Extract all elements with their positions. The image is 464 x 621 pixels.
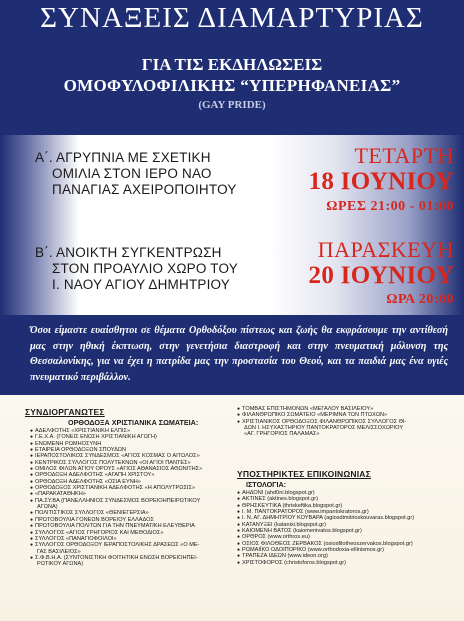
organizer-list-item: ● ΟΡΘΟΔΟΞΗ ΑΔΕΛΦΟΤΗΣ «ΑΓΑΠΗ ΧΡΙΣΤΟΥ» [30, 472, 202, 478]
media-list-item: ● ΚΑΤΑΝΥΞΕΙ (katanixi.blogspot.gr) [237, 522, 414, 528]
organizer-list-item: ● ΤΟΜΒΑΣ ΕΠΙΣΤΗΜΟΝΩΝ «ΜΕΓΑΛΟΥ ΒΑΣΙΛΕΙΟΥ» [237, 406, 406, 412]
organizers-list-left [30, 428, 202, 568]
event-b-time: ΩΡΑ 20:00 [386, 292, 454, 307]
event-a-date: 18 ΙΟΥΝΙΟΥ [308, 168, 454, 195]
organizer-list-item: ΡΩΤΙΚΟΥ ΑΓΩΝΑ) [37, 561, 84, 568]
organizer-list-item: ● ΦΙΛΑΝΘΡΩΠΙΚΟ ΣΩΜΑΤΕΙΟ «ΜΕΡΙΜΝΑ ΤΩΝ ΠΤΩΧΩΝ» [237, 412, 406, 418]
media-list-item: ● Ι. Μ. ΠΑΝΤΟΚΡΑΤΟΡΟΣ (www.impantokratoros.gr) [237, 509, 414, 515]
event-a-line1: Α΄. ΑΓΡΥΠΝΙΑ ΜΕ ΣΧΕΤΙΚΗ [35, 150, 211, 165]
event-b-line2: ΣΤΟΝ ΠΡΟΑΥΛΙΟ ΧΩΡΟ ΤΟΥ [52, 261, 238, 276]
poster-note: (GAY PRIDE) [198, 99, 266, 111]
supporters-section [0, 395, 464, 621]
media-subheading: ΙΣΤΟΛΟΓΙΑ: [246, 480, 287, 489]
event-a-line2: ΟΜΙΛΙΑ ΣΤΟΝ ΙΕΡΟ ΝΑΟ [52, 166, 212, 181]
organizer-list-item: ● «ΠΑΡΑΚΑΤΑΘΗΚΗ» [30, 491, 202, 497]
event-b-description [35, 245, 275, 293]
media-heading: ΥΠΟΣΤΗΡΙΚΤΕΣ ΕΠΙΚΟΙΝΩΝΙΑΣ [237, 469, 371, 479]
quote-text: Όσοι είμαστε ευαίσθητοι σε θέματα Ορθοδόξου πίστεως και ζωής θα εκφράσουμε την αντίθεσή μας στην ηθική έκπτωση, στην γενετήσια διαστροφή και στην πνευματική μόλυνση της Θεσσαλονίκης, για να έχει η πατρίδα μας την προστασία του Θεού, και τα παιδιά μας ένα υγιές πνευματικό περιβάλλον. [30, 325, 448, 383]
media-list-item: ● ΑΚΤΙΝΕΣ (aktines.blogspot.gr) [237, 496, 414, 502]
poster-subtitle-line1: ΓΙΑ ΤΙΣ ΕΚΔΗΛΩΣΕΙΣ [141, 55, 323, 74]
organizer-list-item: ● ΟΡΘΟΔΟΞΗ ΑΔΕΛΦΟΤΗΣ «ΟΣΙΑ ΕΥΝΗ» [30, 479, 202, 485]
organizer-list-item: ● Σ.Φ.Β.Η.Α. (ΣΥΝΤΟΝΙΣΤΙΚΗ ΦΟΙΤΗΤΙΚΗ ΕΝΩΣΗ ΒΟΡΕΙΟΗΠΕΙ- [30, 555, 202, 561]
organizer-list-item: ● ΠΡΩΤΟΒΟΥΛΙΑ ΠΟΛΙΤΩΝ ΓΙΑ ΤΗΝ ΠΝΕΥΜΑΤΙΚΗ ΕΛΕΥΘΕΡΙΑ [30, 523, 202, 529]
quote-band [0, 315, 464, 395]
event-a-day: ΤΕΤΑΡΤΗ [354, 143, 454, 168]
media-list-item: ● ΚΑΙΟΜΕΝΗ ΒΑΤΟΣ (kaiomenivatos.blogspot.gr) [237, 528, 414, 534]
organizers-subheading: ΟΡΘΟΔΟΞΑ ΧΡΙΣΤΙΑΝΙΚΑ ΣΩΜΑΤΕΙΑ: [68, 418, 199, 427]
organizer-list-item: ● ΕΤΑΙΡΕΙΑ ΟΡΘΟΔΟΞΩΝ ΣΠΟΥΔΩΝ [30, 447, 202, 453]
header-banner [0, 0, 464, 135]
media-list-item: ● ΑΗΔΟΝΙ (ahd0ni.blogspot.gr) [237, 490, 414, 496]
event-b-line3: Ι. ΝΑΟΥ ΑΓΙΟΥ ΔΗΜΗΤΡΙΟΥ [52, 277, 231, 292]
event-a-line3: ΠΑΝΑΓΙΑΣ ΑΧΕΙΡΟΠΟΙΗΤΟΥ [52, 182, 237, 197]
event-a-description [35, 150, 275, 198]
organizer-list-item: ΑΓΩΝΑ) [37, 504, 58, 511]
organizer-list-item: ● ΣΥΛΛΟΓΟΣ «ΑΓΙΟΣ ΓΡΗΓΟΡΙΟΣ ΚΑΙ ΜΕΘΟΔΙΟΣ» [30, 530, 202, 536]
media-list-item: ● ΟΣΙΟΣ ΦΙΛΟΘΕΟΣ ΖΕΡΒΑΚΟΣ (osiosfilotheoszervakos.blogspot.gr) [237, 541, 414, 547]
organizers-list-right [237, 406, 406, 438]
organizer-list-item: ● ΚΕΝΤΡΙΚΟΣ ΣΥΛΛΟΓΟΣ ΠΟΛΥΤΕΚΝΩΝ «ΟΙ ΑΓΙΟΙ ΠΑΝΤΕΣ» [30, 460, 202, 466]
media-list [237, 490, 414, 566]
organizer-list-item: «ΑΓ. ΓΡΗΓΟΡΙΟΣ ΠΑΛΑΜΑΣ» [244, 431, 320, 438]
poster-subtitle-line2: ΟΜΟΦΥΛΟΦΙΛΙΚΗΣ “ΥΠΕΡΗΦΑΝΕΙΑΣ” [63, 76, 401, 95]
organizer-list-item: ● ΠΡΩΤΟΒΟΥΛΙΑ ΓΟΝΕΩΝ ΒΟΡΕΙΟΥ ΕΛΛΑΔΟΣ [30, 517, 202, 523]
organizer-list-item: ● ΟΜΙΛΟΣ ΦΙΛΩΝ ΑΓΙΟΥ ΟΡΟΥΣ «ΑΓΙΟΣ ΑΘΑΝΑΣΙΟΣ ΑΘΩΝΙΤΗΣ» [30, 466, 202, 472]
media-list-item: ● ΧΡΙΣΤΟΦΟΡΟΣ (christoforos.blogspot.gr) [237, 560, 414, 566]
organizer-list-item: ● ΣΥΛΛΟΓΟΣ ΟΡΘΟΔΟΞΟΥ ΙΕΡΑΠΟΣΤΟΛΙΚΗΣ ΔΡΑΣΕΩΣ «Ο ΜΕ- [30, 542, 202, 548]
organizer-list-item: ● ΣΥΛΛΟΓΟΣ «ΠΑΝΑΓΙΟΦΟΙΛΟΙ» [30, 536, 202, 542]
event-b-date: 20 ΙΟΥΝΙΟΥ [308, 262, 454, 289]
poster-title: ΣΥΝΑΞΕΙΣ ΔΙΑΜΑΡΤΥΡΙΑΣ [40, 2, 424, 34]
organizer-list-item: ΓΑΣ ΒΑΣΙΛΕΙΟΣ» [37, 548, 81, 555]
events-section [0, 135, 464, 315]
organizers-heading: ΣΥΝΔΙΟΡΓΑΝΩΤΕΣ [25, 407, 105, 417]
organizer-list-item: ● Γ.Ε.Χ.Α. (ΓΟΝΕΙΣ ΕΝΩΣΗ ΧΡΙΣΤΙΑΝΙΚΗ ΑΓΩΓΗ) [30, 434, 202, 440]
organizer-list-item: ● ΙΕΡΑΠΟΣΤΟΛΙΚΟΣ ΣΥΝΔΕΣΜΟΣ «ΑΓΙΟΣ ΚΟΣΜΑΣ Ο ΑΙΤΩΛΟΣ» [30, 453, 202, 459]
event-a-time: ΩΡΕΣ 21:00 - 01:00 [326, 199, 454, 214]
media-list-item: ● ΤΡΑΠΕΖΑ ΙΔΕΩΝ (www.ideon.org) [237, 553, 414, 559]
media-list-item: ● ΡΩΜΑΙΪΚΟ ΟΔΟΙΠΟΡΙΚΟ (www.orthodoxia-ellinismos.gr) [237, 547, 414, 553]
organizer-list-item: ● ΠΟΛΙΤΙΣΤΙΚΟΣ ΣΥΛΛΟΓΟΣ «ΘΕΝΙΕΓΕΡΣΙΑ» [30, 510, 202, 516]
organizer-list-item: ● ΠΑ.ΣΥ.ΒΑ (ΠΑΝΕΛΛΗΝΙΟΣ ΣΥΝΔΕΣΜΟΣ ΒΟΡΕΙΟΗΠΕΙΡΩΤΙΚΟΥ [30, 498, 202, 504]
organizer-list-item: ● ΑΔΕΛΦΟΤΗΣ «ΧΡΙΣΤΙΑΝΙΚΗ ΕΛΠΙΣ» [30, 428, 202, 434]
organizer-list-item: ● ΧΡΙΣΤΙΑΝΙΚΟΣ ΟΡΘΟΔΟΞΟΣ ΦΙΛΑΝΘΡΩΠΙΚΟΣ ΣΥΛΛΟΓΟΣ ΘΙ- [237, 419, 406, 425]
organizer-list-item: ● ΟΡΘΟΔΟΞΟΣ ΧΡΙΣΤΙΑΝΙΚΗ ΑΔΕΛΦΟΤΗΣ «Η ΑΠΟΛΥΤΡΩΣΙΣ» [30, 485, 202, 491]
media-list-item: ● Ι. Ν. ΑΓ. ΔΗΜΗΤΡΙΟΥ ΚΟΥΒΑΡΑ (agiosdimitrioskouvaras.blogspot.gr) [237, 515, 414, 521]
media-list-item: ● ΟΡΘΡΟΣ (www.orthros.eu) [237, 534, 414, 540]
organizer-list-item: ● ΕΝΩΜΕΝΗ ΡΩΜΗΟΣΥΝΗ [30, 441, 202, 447]
media-list-item: ● ΘΡΗΣΚΕΥΤΙΚΑ (thriskeftika.blogspot.gr) [237, 503, 414, 509]
organizer-list-item: ΔΩΝ Ι. ΗΣΥΧΑΣΤΗΡΙΟΥ ΠΑΝΤΟΚΡΑΤΟΡΟΣ ΜΕΛΙΣΣΟΧΩΡΙΟΥ [244, 425, 404, 432]
event-b-line1: Β΄. ΑΝΟΙΚΤΗ ΣΥΓΚΕΝΤΡΩΣΗ [35, 245, 222, 260]
event-b-day: ΠΑΡΑΣΚΕΥΗ [317, 237, 454, 262]
